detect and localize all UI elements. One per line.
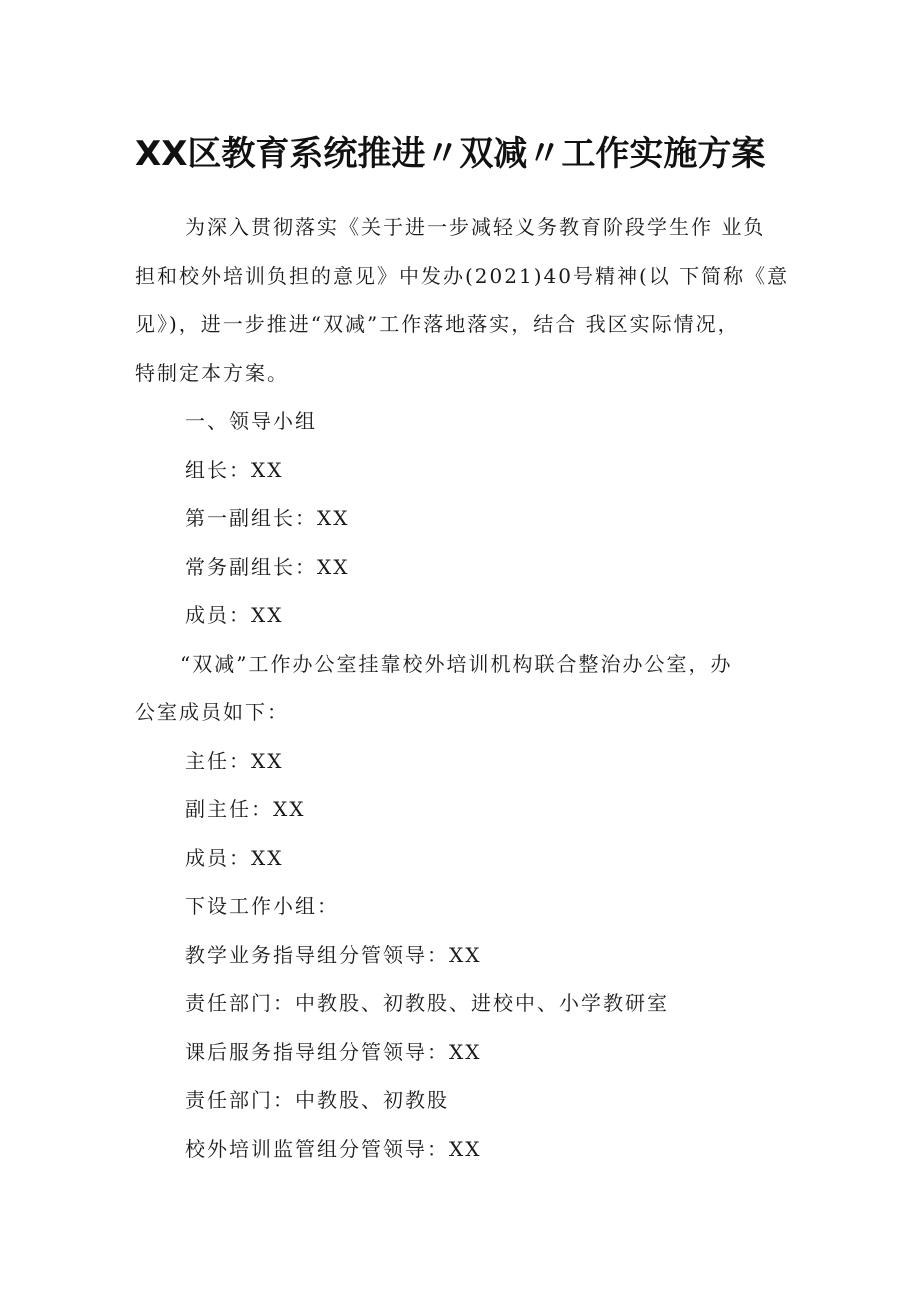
office-paragraph [135,640,805,737]
members-line: 成员：XX [185,603,284,627]
teaching-group-dept-line: 责任部门：中教股、初教股、进校中、小学教研室 [185,991,669,1015]
office-members-line: 成员：XX [185,845,284,870]
document-title: XX区教育系统推进〃双减〃工作实施方案 [135,134,766,174]
director-line: 主任：XX [185,748,284,773]
subgroups-heading: 下设工作小组： [185,894,339,918]
intro-line-4: 特制定本方案。 [135,360,289,385]
intro-paragraph [135,203,805,397]
leader-line: 组长：XX [185,457,284,482]
executive-deputy-line: 常务副组长：XX [185,554,350,579]
office-line-1: “双减”工作办公室挂靠校外培训机构联合整治办公室，办 [180,651,733,676]
section-heading-leadership: 一、领导小组 [185,409,317,433]
office-line-2: 公室成员如下： [135,700,289,724]
intro-line-3: 见》)，进一步推进“双减”工作落地落实，结合 我区实际情况， [135,312,740,336]
intro-line-2: 担和校外培训负担的意见》中发办(2021)40号精神(以 下简称《意 [135,263,790,288]
document-body [135,203,805,1173]
offcampus-group-leader-line: 校外培训监管组分管领导：XX [185,1136,482,1161]
first-deputy-line: 第一副组长：XX [185,506,350,530]
afterschool-group-dept-line: 责任部门：中教股、初教股 [185,1088,449,1112]
intro-line-1: 为深入贯彻落实《关于进一步减轻义务教育阶段学生作 业负 [185,215,766,239]
afterschool-group-leader-line: 课后服务指导组分管领导：XX [185,1039,482,1064]
deputy-director-line: 副主任：XX [185,797,306,821]
teaching-group-leader-line: 教学业务指导组分管领导：XX [185,942,482,967]
